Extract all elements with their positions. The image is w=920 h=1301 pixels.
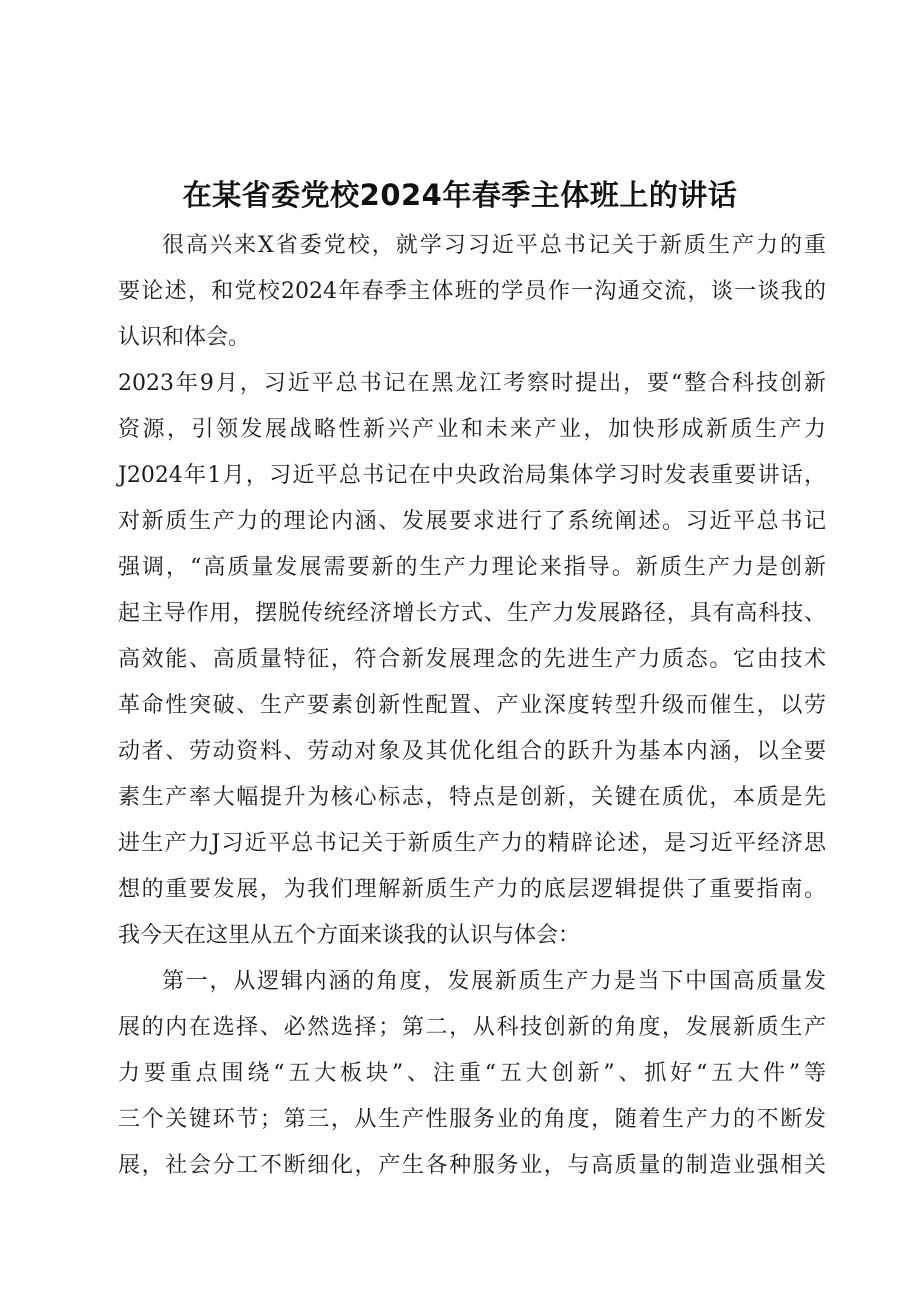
body-line: 我今天在这里从五个方面来谈我的认识与体会： [118, 923, 581, 948]
body-line: 革命性突破、生产要素创新性配置、产业深度转型升级而催生，以劳 [118, 693, 826, 718]
body-line: 动者、劳动资料、劳动对象及其优化组合的跃升为基本内涵，以全要 [118, 739, 826, 764]
body-line: 认识和体会。 [118, 325, 251, 350]
document-body [118, 223, 826, 1189]
document-title: 在某省委党校2024年春季主体班上的讲话 [182, 178, 738, 212]
body-line: 要论述，和党校2024年春季主体班的学员作一沟通交流，谈一谈我的 [118, 279, 826, 304]
body-line: 第一，从逻辑内涵的角度，发展新质生产力是当下中国高质量发 [162, 969, 826, 994]
body-line: 高效能、高质量特征，符合新发展理念的先进生产力质态。它由技术 [118, 647, 826, 672]
body-line: 2023年9月，习近平总书记在黑龙江考察时提出，要“整合科技创新 [118, 371, 826, 396]
body-line: 展，社会分工不断细化，产生各种服务业，与高质量的制造业强相关 [118, 1153, 826, 1178]
body-line: 展的内在选择、必然选择；第二，从科技创新的角度，发展新质生产 [118, 1015, 826, 1040]
body-line: 三个关键环节；第三，从生产性服务业的角度，随着生产力的不断发 [118, 1107, 826, 1132]
body-line: 起主导作用，摆脱传统经济增长方式、生产力发展路径，具有高科技、 [118, 601, 826, 626]
body-line: 想的重要发展，为我们理解新质生产力的底层逻辑提供了重要指南。 [118, 877, 826, 902]
body-line: J2024年1月，习近平总书记在中央政治局集体学习时发表重要讲话， [118, 463, 826, 488]
body-line: 素生产率大幅提升为核心标志，特点是创新，关键在质优，本质是先 [118, 785, 826, 810]
body-line: 对新质生产力的理论内涵、发展要求进行了系统阐述。习近平总书记 [118, 509, 826, 534]
body-line: 很高兴来X省委党校，就学习习近平总书记关于新质生产力的重 [162, 233, 826, 258]
body-line: 资源，引领发展战略性新兴产业和未来产业，加快形成新质生产力 [118, 417, 826, 442]
body-line: 力要重点围绕“五大板块”、注重“五大创新”、抓好“五大件”等 [118, 1061, 826, 1086]
body-line: 进生产力J习近平总书记关于新质生产力的精辟论述，是习近平经济思 [118, 831, 826, 856]
body-line: 强调，“高质量发展需要新的生产力理论来指导。新质生产力是创新 [118, 555, 826, 580]
